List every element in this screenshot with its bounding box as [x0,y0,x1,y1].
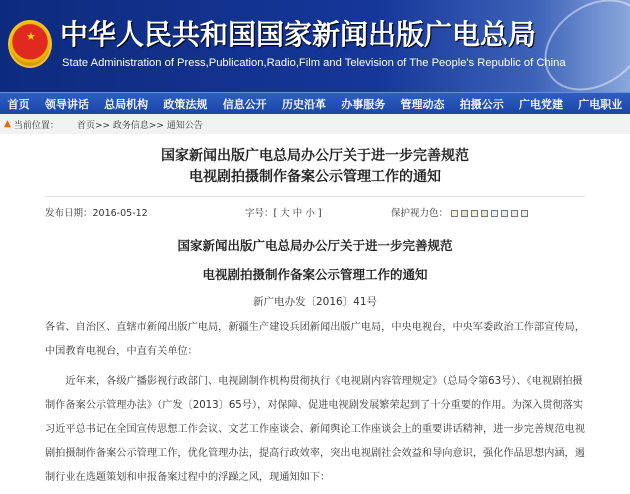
location-icon: ▲ [4,119,11,129]
title-line-1: 国家新闻出版广电总局办公厅关于进一步完善规范 [161,148,469,164]
title-line-2: 电视剧拍摄制作备案公示管理工作的通知 [189,169,441,185]
nav-leader-speech[interactable]: 领导讲话 [44,97,89,111]
eye-color-label: 保护视力色： [391,208,449,219]
nav-home[interactable]: 首页 [7,97,30,111]
nav-party[interactable]: 广电党建 [519,97,564,111]
nav-career[interactable]: 广电职业 [578,97,623,111]
body-paragraph: 近年来，各级广播影视行政部门、电视剧制作机构贯彻执行《电视剧内容管理规定》（总局令第63号）、《电视剧拍摄制作备案公示管理办法》（广发〔2013〕65号），对保障、促进电视剧发展繁荣起到了十分重要的作用。为深入贯彻落实习近平总书记在全国宣传思想工作会议、文艺工作座谈会、新闻舆论工作座谈会上的重要讲话精神，进一步完善规范电视剧拍摄制作备案公示管理工作，优化管理办法，提高行政效率，突出电视剧社会效益和导向意识，强化作品思想内涵，遏制行业在选题策划和申报备案过程中的浮躁之风，现通知如下： [45,376,585,483]
subtitle-line-1: 国家新闻出版广电总局办公厅关于进一步完善规范 [177,238,453,253]
publish-date: 发布日期：2016-05-12 [45,208,148,219]
divider [45,196,585,197]
subtitle-line-2: 电视剧拍摄制作备案公示管理工作的通知 [202,267,428,282]
nav-news[interactable]: 管理动态 [400,97,445,111]
article-meta [45,204,630,220]
eye-color-swatch-4[interactable] [491,210,498,217]
nav-history[interactable]: 历史沿革 [281,97,326,111]
eye-color-swatch-2[interactable] [471,210,478,217]
font-size-label: 字号：[ [245,208,278,219]
article-title [0,146,630,188]
breadcrumb [0,114,630,134]
nav-info-disclosure[interactable]: 信息公开 [222,97,267,111]
eye-color-swatches [451,208,531,219]
eye-color-swatch-1[interactable] [461,210,468,217]
nav-services[interactable]: 办事服务 [341,97,386,111]
document-number: 新广电办发〔2016〕41号 [252,296,378,308]
nav-policy[interactable]: 政策法规 [163,97,208,111]
font-medium-button[interactable]: 中 [292,208,303,219]
eye-color-swatch-3[interactable] [481,210,488,217]
addressee: 各省、自治区、直辖市新闻出版广电局，新疆生产建设兵团新闻出版广电局，中央电视台，中央军委政治工作部宣传局，中国教育电视台，中直有关单位： [45,322,585,357]
eye-color-swatch-5[interactable] [501,210,508,217]
nav-filming-notice[interactable]: 拍摄公示 [459,97,504,111]
site-title-en: State Administration of Press,Publication,Radio,Film and Television of The People's Republic of China [62,57,566,69]
eye-color-swatch-0[interactable] [451,210,458,217]
eye-color-controls [391,205,531,219]
article-subtitle [0,231,630,289]
font-size-bracket: ] [317,208,322,219]
eye-color-swatch-6[interactable] [511,210,518,217]
nav-organization[interactable]: 总局机构 [104,97,149,111]
satellite-dish-icon [527,0,630,92]
font-large-button[interactable]: 大 [280,208,290,219]
main-nav [0,92,630,114]
breadcrumb-label: 当前位置： [13,120,59,131]
site-banner [0,0,630,92]
font-small-button[interactable]: 小 [305,208,315,219]
font-size-controls [245,205,391,219]
eye-color-swatch-7[interactable] [521,210,528,217]
breadcrumb-path[interactable]: 首页>> 政务信息>> 通知公告 [76,120,203,131]
national-emblem-icon: ★ [8,20,52,68]
site-title-cn: 中华人民共和国国家新闻出版广电总局 [60,18,537,51]
